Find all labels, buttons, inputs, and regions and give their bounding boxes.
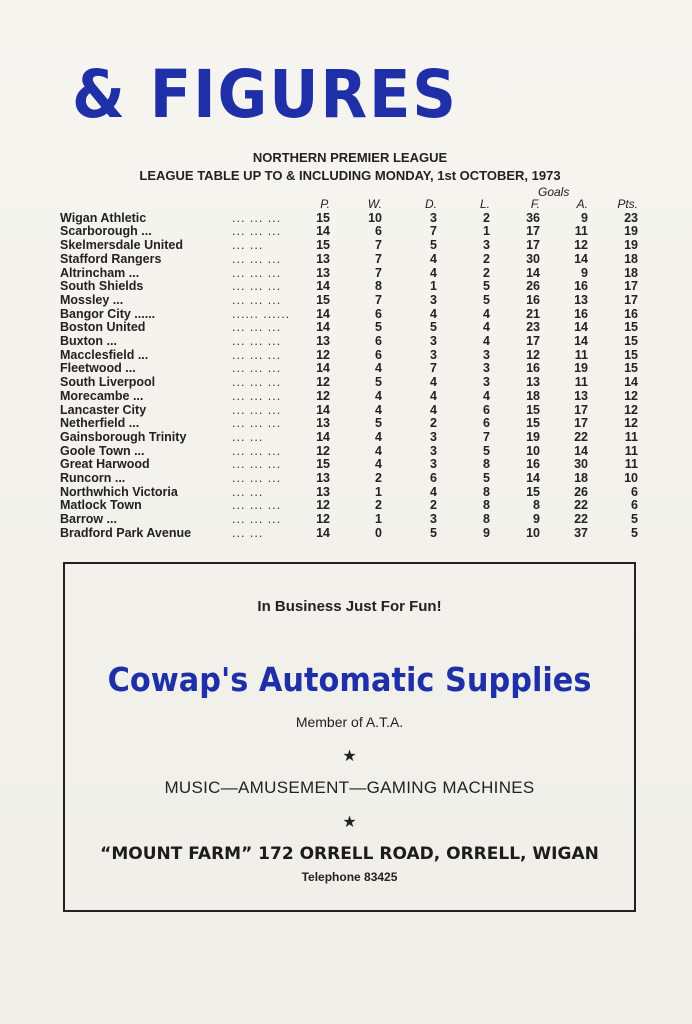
goals-for-cell: 13 (526, 375, 540, 390)
table-row (60, 362, 638, 376)
team-name: Mossley ... (60, 292, 124, 307)
goals-for-cell: 16 (526, 292, 540, 307)
lost-column-header: L. (479, 197, 490, 211)
table-row (60, 294, 638, 308)
table-row (60, 308, 638, 322)
points-cell: 11 (624, 443, 638, 458)
goals-for-cell: 17 (526, 238, 540, 253)
won-cell: 1 (375, 512, 382, 527)
lost-cell: 5 (483, 443, 490, 458)
table-row (60, 472, 638, 486)
table-row (60, 527, 638, 541)
won-cell: 7 (375, 238, 382, 253)
points-cell: 12 (624, 416, 638, 431)
team-name: Boston United (60, 320, 146, 335)
lost-cell: 9 (483, 525, 490, 540)
table-row (60, 321, 638, 335)
played-cell: 12 (316, 347, 330, 362)
leader-dots: ... ... ... (232, 251, 282, 266)
won-cell: 5 (375, 375, 382, 390)
points-cell: 16 (624, 306, 638, 321)
goals-for-cell: 15 (526, 484, 540, 499)
played-cell: 14 (316, 429, 330, 444)
goals-for-cell: 10 (526, 525, 540, 540)
lost-cell: 5 (483, 471, 490, 486)
goals-for-column-header: F. (530, 197, 540, 211)
won-cell: 2 (375, 498, 382, 513)
goals-for-cell: 21 (526, 306, 540, 321)
lost-cell: 2 (483, 210, 490, 225)
played-cell: 13 (316, 334, 330, 349)
leader-dots: ... ... ... (232, 498, 282, 513)
goals-against-cell: 30 (574, 457, 588, 472)
team-name: Netherfield ... (60, 416, 140, 431)
played-cell: 14 (316, 402, 330, 417)
won-cell: 6 (375, 306, 382, 321)
drawn-cell: 2 (430, 416, 437, 431)
played-cell: 14 (316, 306, 330, 321)
won-column-header: W. (367, 197, 382, 211)
leader-dots: ... ... ... (232, 334, 282, 349)
lost-cell: 7 (483, 429, 490, 444)
played-cell: 13 (316, 484, 330, 499)
goals-for-cell: 36 (526, 210, 540, 225)
advert-company-name: Cowap's Automatic Supplies (107, 660, 592, 699)
points-cell: 19 (624, 224, 638, 239)
played-cell: 13 (316, 416, 330, 431)
lost-cell: 3 (483, 238, 490, 253)
won-cell: 5 (375, 416, 382, 431)
drawn-cell: 4 (430, 388, 437, 403)
lost-cell: 2 (483, 265, 490, 280)
leader-dots: ... ... ... (232, 279, 282, 294)
lost-cell: 5 (483, 292, 490, 307)
points-cell: 18 (624, 265, 638, 280)
goals-for-cell: 18 (526, 388, 540, 403)
team-name: Matlock Town (60, 498, 142, 513)
points-cell: 15 (624, 361, 638, 376)
table-row (60, 280, 638, 294)
team-name: South Shields (60, 279, 144, 294)
leader-dots: ... ... ... (232, 402, 282, 417)
won-cell: 4 (375, 457, 382, 472)
table-row (60, 458, 638, 472)
lost-cell: 3 (483, 375, 490, 390)
leader-dots: ... ... ... (232, 471, 282, 486)
leader-dots: ... ... ... (232, 265, 282, 280)
goals-against-cell: 11 (574, 347, 588, 362)
table-row (60, 376, 638, 390)
lost-cell: 4 (483, 388, 490, 403)
leader-dots: ... ... ... (232, 443, 282, 458)
goals-for-cell: 9 (533, 512, 540, 527)
goals-against-cell: 14 (574, 320, 588, 335)
points-cell: 15 (624, 320, 638, 335)
lost-cell: 6 (483, 402, 490, 417)
goals-against-cell: 12 (574, 238, 588, 253)
won-cell: 6 (375, 334, 382, 349)
won-cell: 4 (375, 429, 382, 444)
leader-dots: ... ... ... (232, 224, 282, 239)
table-row (60, 431, 638, 445)
goals-for-cell: 17 (526, 224, 540, 239)
drawn-cell: 3 (430, 512, 437, 527)
played-cell: 15 (316, 292, 330, 307)
table-row (60, 513, 638, 527)
goals-against-cell: 37 (574, 525, 588, 540)
team-name: Goole Town ... (60, 443, 145, 458)
played-cell: 14 (316, 525, 330, 540)
goals-against-cell: 19 (574, 361, 588, 376)
lost-cell: 5 (483, 279, 490, 294)
points-cell: 6 (631, 498, 638, 513)
table-row (60, 225, 638, 239)
points-cell: 17 (624, 292, 638, 307)
goals-for-cell: 14 (526, 471, 540, 486)
advert-address: “MOUNT FARM” 172 ORRELL ROAD, ORRELL, WIGAN (100, 844, 599, 864)
leader-dots: ... ... (232, 238, 264, 253)
won-cell: 4 (375, 361, 382, 376)
goals-against-cell: 26 (574, 484, 588, 499)
table-row (60, 404, 638, 418)
leader-dots: ... ... (232, 525, 264, 540)
leader-dots: ... ... ... (232, 375, 282, 390)
drawn-cell: 2 (430, 498, 437, 513)
drawn-cell: 4 (430, 375, 437, 390)
goals-for-cell: 26 (526, 279, 540, 294)
won-cell: 6 (375, 224, 382, 239)
table-row (60, 253, 638, 267)
goals-for-cell: 30 (526, 251, 540, 266)
team-name: Buxton ... (60, 334, 117, 349)
team-name: Bangor City ...... (60, 306, 156, 321)
goals-against-cell: 9 (581, 265, 588, 280)
drawn-cell: 6 (430, 471, 437, 486)
team-name: Morecambe ... (60, 388, 144, 403)
table-row (60, 335, 638, 349)
goals-against-cell: 18 (574, 471, 588, 486)
advert-telephone: Telephone 83425 (301, 870, 398, 884)
star-icon: ★ (342, 748, 357, 765)
leader-dots: ...... ...... (232, 306, 291, 321)
leader-dots: ... ... ... (232, 416, 282, 431)
goals-column-group-label: Goals (538, 185, 570, 199)
lost-cell: 3 (483, 347, 490, 362)
points-cell: 6 (631, 484, 638, 499)
goals-against-cell: 11 (574, 375, 588, 390)
played-cell: 15 (316, 457, 330, 472)
points-cell: 10 (624, 471, 638, 486)
points-cell: 18 (624, 251, 638, 266)
played-cell: 12 (316, 375, 330, 390)
page-title: & FIGURES (72, 56, 458, 133)
team-column-header (60, 198, 232, 212)
played-cell: 14 (316, 224, 330, 239)
team-name: Macclesfield ... (60, 347, 149, 362)
points-cell: 19 (624, 238, 638, 253)
league-table-body (60, 212, 638, 541)
advert-tagline: In Business Just For Fun! (257, 598, 442, 615)
goals-for-cell: 19 (526, 429, 540, 444)
leader-dots: ... ... (232, 484, 264, 499)
table-row (60, 390, 638, 404)
points-cell: 11 (624, 429, 638, 444)
points-cell: 17 (624, 279, 638, 294)
advert-membership: Member of A.T.A. (295, 714, 404, 730)
leader-dots: ... ... (232, 429, 264, 444)
league-table-header-row (60, 198, 638, 212)
table-row (60, 486, 638, 500)
team-name: Scarborough ... (60, 224, 152, 239)
played-column-header: P. (320, 197, 330, 211)
lost-cell: 1 (483, 224, 490, 239)
lost-cell: 4 (483, 306, 490, 321)
played-cell: 12 (316, 512, 330, 527)
drawn-cell: 4 (430, 306, 437, 321)
drawn-cell: 7 (430, 361, 437, 376)
team-name: Skelmersdale United (60, 238, 183, 253)
table-date-heading: LEAGUE TABLE UP TO & INCLUDING MONDAY, 1st OCTOBER, 1973 (139, 168, 561, 183)
drawn-cell: 4 (430, 484, 437, 499)
won-cell: 4 (375, 388, 382, 403)
points-column-header: Pts. (617, 197, 638, 211)
team-name: Altrincham ... (60, 265, 140, 280)
drawn-cell: 5 (430, 238, 437, 253)
advert-services: MUSIC—AMUSEMENT—GAMING MACHINES (164, 778, 535, 797)
goals-for-cell: 14 (526, 265, 540, 280)
table-row (60, 499, 638, 513)
played-cell: 13 (316, 251, 330, 266)
lost-cell: 6 (483, 416, 490, 431)
goals-against-cell: 17 (574, 402, 588, 417)
table-row (60, 267, 638, 281)
goals-for-cell: 16 (526, 457, 540, 472)
goals-against-cell: 22 (574, 429, 588, 444)
league-name: NORTHERN PREMIER LEAGUE (252, 150, 448, 165)
goals-against-cell: 16 (574, 306, 588, 321)
table-row (60, 239, 638, 253)
goals-for-cell: 8 (533, 498, 540, 513)
team-name: Wigan Athletic (60, 210, 147, 225)
points-cell: 11 (624, 457, 638, 472)
goals-against-cell: 22 (574, 498, 588, 513)
team-name: Great Harwood (60, 457, 150, 472)
goals-for-cell: 12 (526, 347, 540, 362)
leader-dots: ... ... ... (232, 457, 282, 472)
lost-cell: 2 (483, 251, 490, 266)
points-cell: 5 (631, 512, 638, 527)
drawn-cell: 7 (430, 224, 437, 239)
played-cell: 12 (316, 388, 330, 403)
goals-against-cell: 13 (574, 388, 588, 403)
league-table (60, 198, 638, 541)
drawn-cell: 1 (430, 279, 437, 294)
goals-against-cell: 16 (574, 279, 588, 294)
drawn-column-header: D. (425, 197, 437, 211)
team-name: Lancaster City (60, 402, 147, 417)
points-cell: 5 (631, 525, 638, 540)
played-cell: 15 (316, 238, 330, 253)
drawn-cell: 3 (430, 429, 437, 444)
leader-dots: ... ... ... (232, 361, 282, 376)
won-cell: 10 (368, 210, 382, 225)
goals-for-cell: 17 (526, 334, 540, 349)
played-cell: 15 (316, 210, 330, 225)
team-name: Runcorn ... (60, 471, 126, 486)
played-cell: 14 (316, 320, 330, 335)
drawn-cell: 3 (430, 443, 437, 458)
lost-cell: 4 (483, 334, 490, 349)
leader-dots: ... ... ... (232, 388, 282, 403)
leader-dots: ... ... ... (232, 210, 282, 225)
table-row (60, 349, 638, 363)
drawn-cell: 5 (430, 320, 437, 335)
goals-against-column-header: A. (576, 197, 588, 211)
won-cell: 4 (375, 443, 382, 458)
points-cell: 23 (624, 210, 638, 225)
goals-against-cell: 17 (574, 416, 588, 431)
won-cell: 1 (375, 484, 382, 499)
team-name: Fleetwood ... (60, 361, 136, 376)
lost-cell: 8 (483, 457, 490, 472)
drawn-cell: 4 (430, 402, 437, 417)
won-cell: 7 (375, 292, 382, 307)
goals-for-cell: 10 (526, 443, 540, 458)
goals-against-cell: 22 (574, 512, 588, 527)
played-cell: 13 (316, 471, 330, 486)
goals-against-cell: 9 (581, 210, 588, 225)
leader-column-header (232, 198, 302, 212)
goals-for-cell: 15 (526, 416, 540, 431)
goals-for-cell: 23 (526, 320, 540, 335)
advert-box (63, 562, 636, 912)
lost-cell: 4 (483, 320, 490, 335)
goals-against-cell: 13 (574, 292, 588, 307)
lost-cell: 3 (483, 361, 490, 376)
drawn-cell: 3 (430, 347, 437, 362)
goals-against-cell: 14 (574, 251, 588, 266)
points-cell: 15 (624, 334, 638, 349)
drawn-cell: 4 (430, 265, 437, 280)
lost-cell: 8 (483, 498, 490, 513)
team-name: Northwhich Victoria (60, 484, 178, 499)
won-cell: 6 (375, 347, 382, 362)
table-row (60, 417, 638, 431)
played-cell: 12 (316, 443, 330, 458)
points-cell: 12 (624, 388, 638, 403)
goals-for-cell: 15 (526, 402, 540, 417)
team-name: Stafford Rangers (60, 251, 162, 266)
won-cell: 0 (375, 525, 382, 540)
won-cell: 8 (375, 279, 382, 294)
won-cell: 5 (375, 320, 382, 335)
drawn-cell: 3 (430, 210, 437, 225)
won-cell: 7 (375, 251, 382, 266)
played-cell: 14 (316, 361, 330, 376)
points-cell: 15 (624, 347, 638, 362)
team-name: Gainsborough Trinity (60, 429, 187, 444)
won-cell: 2 (375, 471, 382, 486)
played-cell: 12 (316, 498, 330, 513)
drawn-cell: 5 (430, 525, 437, 540)
lost-cell: 8 (483, 512, 490, 527)
table-row (60, 445, 638, 459)
leader-dots: ... ... ... (232, 320, 282, 335)
won-cell: 4 (375, 402, 382, 417)
leader-dots: ... ... ... (232, 512, 282, 527)
leader-dots: ... ... ... (232, 292, 282, 307)
points-cell: 14 (624, 375, 638, 390)
won-cell: 7 (375, 265, 382, 280)
drawn-cell: 3 (430, 457, 437, 472)
lost-cell: 8 (483, 484, 490, 499)
leader-dots: ... ... ... (232, 347, 282, 362)
team-name: Barrow ... (60, 512, 117, 527)
drawn-cell: 3 (430, 334, 437, 349)
table-row (60, 212, 638, 226)
played-cell: 14 (316, 279, 330, 294)
goals-against-cell: 14 (574, 443, 588, 458)
played-cell: 13 (316, 265, 330, 280)
drawn-cell: 4 (430, 251, 437, 266)
points-cell: 12 (624, 402, 638, 417)
star-icon: ★ (342, 814, 357, 831)
drawn-cell: 3 (430, 292, 437, 307)
goals-against-cell: 14 (574, 334, 588, 349)
team-name: Bradford Park Avenue (60, 525, 192, 540)
goals-for-cell: 16 (526, 361, 540, 376)
goals-against-cell: 11 (574, 224, 588, 239)
team-name: South Liverpool (60, 375, 156, 390)
